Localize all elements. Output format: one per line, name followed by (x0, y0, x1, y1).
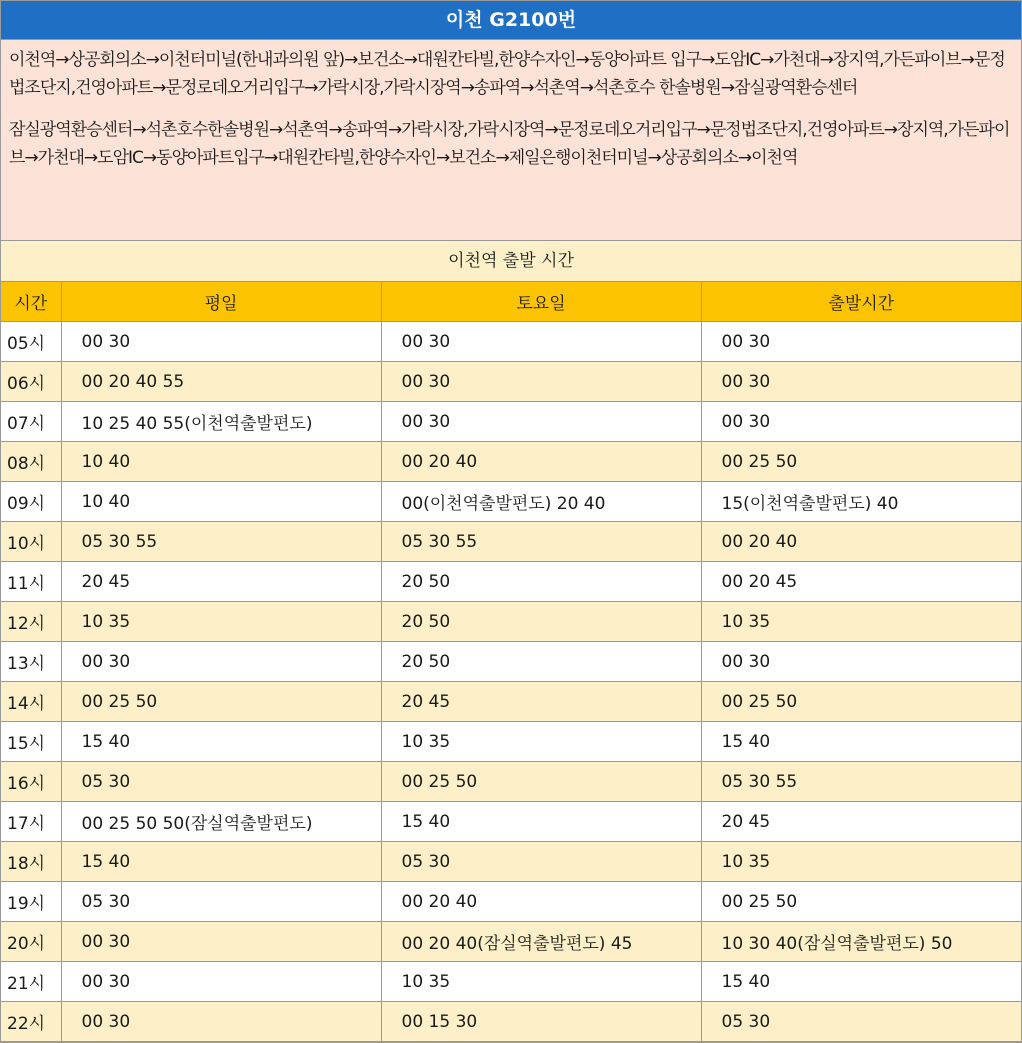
table-row (1, 482, 1021, 522)
timetable (1, 282, 1021, 1042)
departure-times: 15 40 (701, 962, 1021, 1002)
saturday-times: 15 40 (381, 802, 701, 842)
table-row (1, 402, 1021, 442)
table-row (1, 722, 1021, 762)
header-saturday: 토요일 (381, 282, 701, 322)
saturday-times: 05 30 (381, 842, 701, 882)
header-departure: 출발시간 (701, 282, 1021, 322)
departure-times: 05 30 (701, 1002, 1021, 1042)
hour-cell: 09시 (1, 482, 61, 522)
saturday-times: 20 50 (381, 642, 701, 682)
hour-cell: 20시 (1, 922, 61, 962)
table-row (1, 682, 1021, 722)
table-row (1, 762, 1021, 802)
hour-cell: 19시 (1, 882, 61, 922)
saturday-times: 00 15 30 (381, 1002, 701, 1042)
weekday-times: 00 30 (61, 922, 381, 962)
departure-times: 05 30 55 (701, 762, 1021, 802)
weekday-times: 05 30 (61, 882, 381, 922)
saturday-times: 20 50 (381, 602, 701, 642)
departure-times: 00 30 (701, 362, 1021, 402)
hour-cell: 06시 (1, 362, 61, 402)
departure-times: 00 20 40 (701, 522, 1021, 562)
table-row (1, 642, 1021, 682)
weekday-times: 10 40 (61, 482, 381, 522)
route-description (1, 39, 1021, 241)
saturday-times: 00 25 50 (381, 762, 701, 802)
table-row (1, 882, 1021, 922)
timetable-body (1, 322, 1021, 1042)
departure-times: 10 35 (701, 842, 1021, 882)
table-row (1, 962, 1021, 1002)
table-row (1, 442, 1021, 482)
table-row (1, 1002, 1021, 1042)
departure-times: 10 30 40(잠실역출발편도) 50 (701, 922, 1021, 962)
hour-cell: 08시 (1, 442, 61, 482)
weekday-times: 00 25 50 50(잠실역출발편도) (61, 802, 381, 842)
saturday-times: 00 30 (381, 402, 701, 442)
weekday-times: 00 30 (61, 1002, 381, 1042)
saturday-times: 05 30 55 (381, 522, 701, 562)
hour-cell: 14시 (1, 682, 61, 722)
header-hour: 시간 (1, 282, 61, 322)
table-row (1, 842, 1021, 882)
weekday-times: 05 30 55 (61, 522, 381, 562)
schedule-title: 이천역 출발 시간 (1, 241, 1021, 282)
departure-times: 15 40 (701, 722, 1021, 762)
departure-times: 00 25 50 (701, 882, 1021, 922)
departure-times: 00 30 (701, 322, 1021, 362)
weekday-times: 20 45 (61, 562, 381, 602)
table-row (1, 562, 1021, 602)
departure-times: 00 30 (701, 642, 1021, 682)
saturday-times: 00(이천역출발편도) 20 40 (381, 482, 701, 522)
hour-cell: 10시 (1, 522, 61, 562)
saturday-times: 20 45 (381, 682, 701, 722)
weekday-times: 10 35 (61, 602, 381, 642)
hour-cell: 13시 (1, 642, 61, 682)
departure-times: 15(이천역출발편도) 40 (701, 482, 1021, 522)
table-header-row (1, 282, 1021, 322)
hour-cell: 17시 (1, 802, 61, 842)
weekday-times: 00 30 (61, 962, 381, 1002)
weekday-times: 00 30 (61, 322, 381, 362)
weekday-times: 00 30 (61, 642, 381, 682)
hour-cell: 15시 (1, 722, 61, 762)
saturday-times: 00 20 40(잠실역출발편도) 45 (381, 922, 701, 962)
table-row (1, 522, 1021, 562)
saturday-times: 10 35 (381, 722, 701, 762)
weekday-times: 00 20 40 55 (61, 362, 381, 402)
weekday-times: 10 25 40 55(이천역출발편도) (61, 402, 381, 442)
hour-cell: 16시 (1, 762, 61, 802)
saturday-times: 00 30 (381, 362, 701, 402)
weekday-times: 05 30 (61, 762, 381, 802)
inbound-route: 잠실광역환승센터→석촌호수한솔병원→석촌역→송파역→가락시장,가락시장역→문정로데오거리입구→문정법조단지,건영아파트→장지역,가든파이브→가천대→도암IC→동양아파트입구→대원칸타빌,한양수자인→보건소→제일은행이천터미널→상공회의소→이천역 (9, 120, 1010, 168)
table-row (1, 322, 1021, 362)
departure-times: 00 20 45 (701, 562, 1021, 602)
saturday-times: 00 20 40 (381, 442, 701, 482)
saturday-times: 00 30 (381, 322, 701, 362)
saturday-times: 00 20 40 (381, 882, 701, 922)
hour-cell: 12시 (1, 602, 61, 642)
table-row (1, 922, 1021, 962)
hour-cell: 22시 (1, 1002, 61, 1042)
weekday-times: 15 40 (61, 842, 381, 882)
saturday-times: 20 50 (381, 562, 701, 602)
table-row (1, 802, 1021, 842)
departure-times: 00 25 50 (701, 442, 1021, 482)
departure-times: 10 35 (701, 602, 1021, 642)
hour-cell: 21시 (1, 962, 61, 1002)
table-row (1, 602, 1021, 642)
weekday-times: 00 25 50 (61, 682, 381, 722)
hour-cell: 07시 (1, 402, 61, 442)
header-weekday: 평일 (61, 282, 381, 322)
saturday-times: 10 35 (381, 962, 701, 1002)
hour-cell: 18시 (1, 842, 61, 882)
table-row (1, 362, 1021, 402)
hour-cell: 05시 (1, 322, 61, 362)
departure-times: 00 25 50 (701, 682, 1021, 722)
outbound-route: 이천역→상공회의소→이천터미널(한내과의원 앞)→보건소→대원칸타빌,한양수자인→동양아파트 입구→도암IC→가천대→장지역,가든파이브→문정법조단지,건영아파트→문정로데오거리입구→가락시장,가락시장역→송파역→석촌역→석촌호수 한솔병원→잠실광역환승센터 (9, 50, 1005, 98)
departure-times: 20 45 (701, 802, 1021, 842)
weekday-times: 10 40 (61, 442, 381, 482)
hour-cell: 11시 (1, 562, 61, 602)
departure-times: 00 30 (701, 402, 1021, 442)
weekday-times: 15 40 (61, 722, 381, 762)
route-title: 이천 G2100번 (1, 1, 1021, 39)
